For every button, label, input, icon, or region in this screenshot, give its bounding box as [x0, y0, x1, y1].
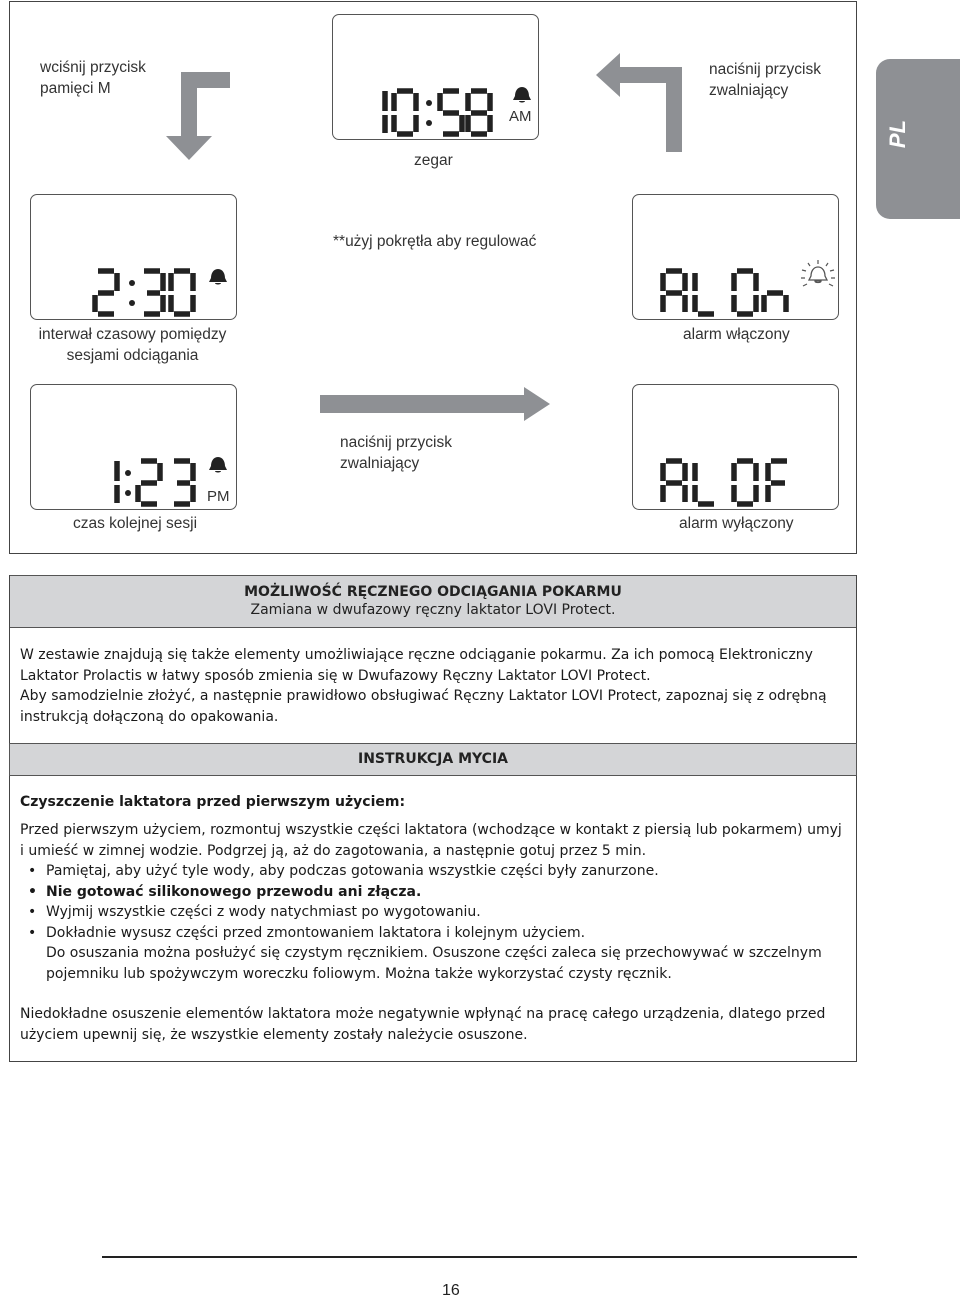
footer-divider	[102, 1256, 857, 1258]
language-tab	[876, 59, 960, 219]
alarm-on-display	[632, 194, 839, 320]
cleaning-section-title: INSTRUKCJA MYCIA	[357, 751, 508, 767]
manual-section-title: MOŻLIWOŚĆ RĘCZNEGO ODCIĄGANIA POKARMU	[244, 584, 622, 600]
page-number: 16	[442, 1282, 460, 1299]
clock-caption: zegar	[414, 152, 453, 169]
clock-digits	[333, 15, 538, 139]
dial-note: **użyj pokrętła aby regulować	[333, 233, 537, 250]
bell-icon	[511, 85, 533, 105]
pm-indicator: PM	[207, 488, 230, 505]
list-item: • Nie gotować silikonowego przewodu ani złącza.	[46, 882, 842, 903]
cleaning-bullet-list	[20, 861, 842, 984]
ringing-bell-icon	[799, 259, 837, 291]
next-session-display	[30, 384, 237, 510]
alarm-off-display	[632, 384, 839, 510]
arrow-down-left-icon	[160, 60, 235, 165]
arrow-right-icon	[318, 385, 556, 423]
manual-section-paragraph: W zestawie znajdują się także elementy umożliwiające ręczne odciąganie pokarmu. Za ich pomocą Elektroniczny Laktator Prolactis w łatwy sposób zmienia się w Dwufazowy Ręczny Laktator LOVI Protect. Aby samodzielnie złożyć, a następnie prawidłowo obsługiwać Ręczny Laktator LOVI Protect, zapoznaj się z odrębną instrukcją dołączoną do opakowania.	[20, 647, 827, 725]
cleaning-intro: Przed pierwszym użyciem, rozmontuj wszystkie części laktatora (wchodzące w kontakt z piersią lub pokarmem) umyj i umieść w zimnej wodzie. Podgrzej ją, aż do zagotowania, a następnie gotuj przez 5 min.	[20, 822, 842, 859]
alarm-on-caption: alarm włączony	[683, 326, 790, 343]
interval-digits	[31, 195, 236, 319]
am-indicator: AM	[509, 108, 532, 125]
cleaning-closing: Niedokładne osuszenie elementów laktatora może negatywnie wpłynąć na pracę całego urządzenia, dlatego przed użyciem upewnij się, że wszystkie elementy zostały należycie osuszone.	[20, 1006, 826, 1043]
list-item: • Dokładnie wysusz części przed zmontowaniem laktatora i kolejnym użyciem. Do osuszania można posłużyć się czystym ręcznikiem. Osuszone części zaleca się przechowywać w szczelnym pojemniku lub spożywczym woreczku foliowym. Można także wykorzystać czysty ręcznik.	[46, 923, 842, 985]
arrow-up-right-icon	[590, 48, 700, 156]
bell-icon	[207, 455, 229, 475]
list-item: • Wyjmij wszystkie części z wody natychmiast po wygotowaniu.	[46, 902, 842, 923]
interval-caption: interwał czasowy pomiędzy sesjami odciągania	[38, 326, 227, 364]
interval-display	[30, 194, 237, 320]
cleaning-section-header	[9, 743, 857, 776]
alarm-off-caption: alarm wyłączony	[679, 515, 794, 532]
manual-section-subtitle: Zamiana w dwufazowy ręczny laktator LOVI Protect.	[250, 602, 616, 618]
clock-display	[332, 14, 539, 140]
cleaning-body	[20, 820, 842, 1045]
cleaning-heading: Czyszczenie laktatora przed pierwszym użyciem:	[20, 794, 406, 810]
language-tab-label: PL	[885, 119, 911, 149]
memory-button-instruction: wciśnij przycisk pamięci M	[40, 59, 146, 97]
next-session-digits	[31, 385, 236, 509]
alarm-off-digits	[633, 385, 838, 509]
list-item: • Pamiętaj, aby użyć tyle wody, aby podczas gotowania wszystkie części były zanurzone.	[46, 861, 842, 882]
alarm-on-digits	[633, 195, 838, 319]
release-button-instruction: naciśnij przycisk zwalniający	[709, 61, 821, 99]
next-session-caption: czas kolejnej sesji	[73, 515, 198, 532]
bell-icon	[207, 267, 229, 287]
release-button-instruction-2: naciśnij przycisk zwalniający	[340, 434, 452, 472]
